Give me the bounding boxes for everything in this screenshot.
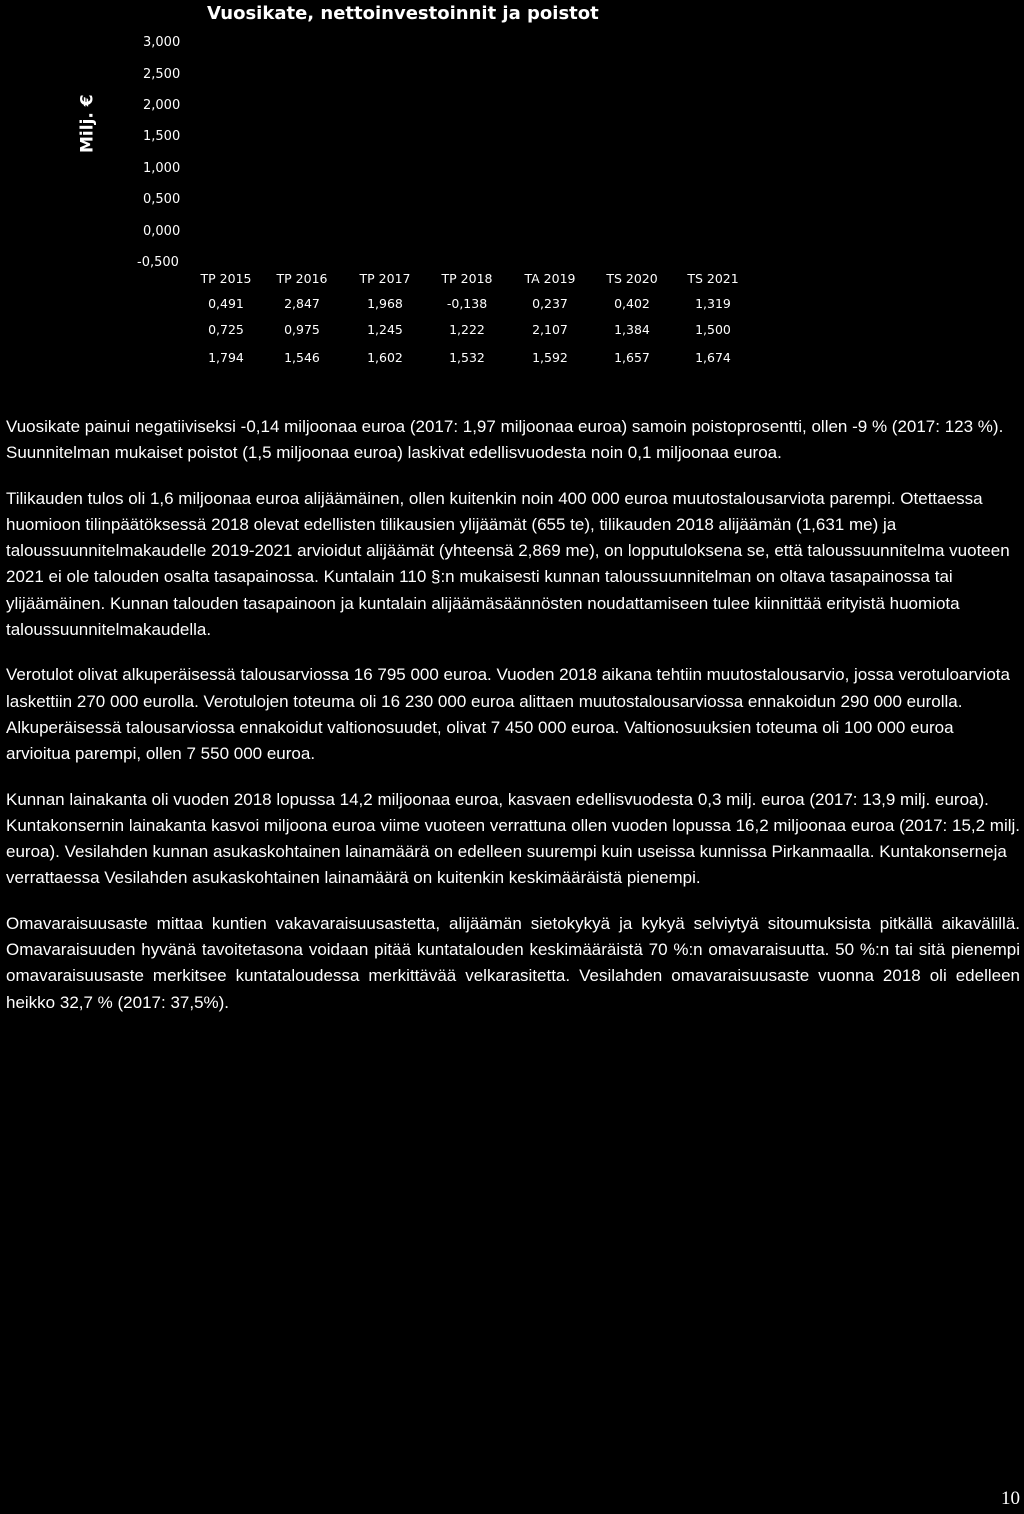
y-tick-label: 1,500 xyxy=(143,129,181,144)
data-label: 1,968 xyxy=(367,296,403,311)
data-label: 0,402 xyxy=(614,296,650,311)
paragraph-lainakanta: Kunnan lainakanta oli vuoden 2018 lopussa 14,2 miljoonaa euroa, kasvaen edellisvuodesta 0,3 milj. euroa (2017: 13,9 milj. euroa). Kuntakonsernin lainakanta kasvoi miljoona euroa viime vuoteen verrattuna ollen vuoden lopussa 16,2 miljoonaa euroa (2017: 15,2 milj. euroa). Vesilahden kunnan asukaskohtainen lainamäärä on edelleen suurempi kuin useissa kunnissa Pirkanmaalla. Kuntakonserneja verrattaessa Vesilahden asukaskohtainen lainamäärä on kuitenkin keskimääräistä pienempi. xyxy=(6,789,1021,888)
data-label: 1,532 xyxy=(449,350,485,365)
data-label: 1,794 xyxy=(208,350,244,365)
data-label: 1,602 xyxy=(367,350,403,365)
data-label: 2,107 xyxy=(532,322,568,337)
y-tick-label: -0,500 xyxy=(137,255,179,270)
data-label: 1,674 xyxy=(695,350,731,365)
y-tick-label: 0,500 xyxy=(143,192,181,207)
y-tick-label: 1,000 xyxy=(143,161,181,176)
data-label: 1,657 xyxy=(614,350,650,365)
paragraph-verotulot: Verotulot olivat alkuperäisessä talousarviossa 16 795 000 euroa. Vuoden 2018 aikana tehtiin muutostalousarvio, jossa verotuloarviota laskettiin 270 000 eurolla. Verotulojen toteuma oli 16 230 000 euroa alittaen muutostalousarviossa ennakoidun 290 000 eurolla. Alkuperäisessä talousarviossa ennakoidut valtionosuudet, olivat 7 450 000 euroa. Valtionosuuksien toteuma oli 100 000 euroa arvioitua parempi, ollen 7 550 000 euroa. xyxy=(6,665,1010,764)
data-label: 0,491 xyxy=(208,296,244,311)
y-axis-label: Milj. € xyxy=(77,94,98,153)
paragraph-vuosikate: Vuosikate painui negatiiviseksi -0,14 miljoonaa euroa (2017: 1,97 miljoonaa euroa) samoin poistoprosentti, ollen -9 % (2017: 123 %). Suunnitelman mukaiset poistot (1,5 miljoonaa euroa) laskivat edellisvuodesta noin 0,1 miljoonaa euroa. xyxy=(6,417,1004,463)
column-header: TP 2016 xyxy=(276,271,328,286)
y-tick-label: 3,000 xyxy=(143,35,181,50)
column-header: TS 2021 xyxy=(687,271,739,286)
column-header: TS 2020 xyxy=(606,271,658,286)
data-label: -0,138 xyxy=(446,296,488,311)
paragraph-omavaraisuusaste: Omavaraisuusaste mittaa kuntien vakavaraisuusastetta, alijäämän sietokykyä ja kykyä selviytyä sitoumuksista pitkällä aikavälillä. Omavaraisuuden hyvänä tavoitetasona voidaan pitää kuntatalouden keskimääräistä 70 %:n omavaraisuutta. 50 %:n tai sitä pienempi omavaraisuusaste merkitsee kuntataloudessa merkittävää velkarasitetta. Vesilahden omavaraisuusaste vuonna 2018 oli edelleen heikko 32,7 % (2017: 37,5%). xyxy=(6,913,1020,1012)
chart-title: Vuosikate, nettoinvestoinnit ja poistot xyxy=(207,3,599,24)
data-label: 1,222 xyxy=(449,322,485,337)
body-text xyxy=(6,414,1020,1035)
column-header: TP 2017 xyxy=(359,271,411,286)
data-label: 1,384 xyxy=(614,322,650,337)
y-tick-label: 2,000 xyxy=(143,98,181,113)
y-tick-label: 2,500 xyxy=(143,67,181,82)
data-label: 1,500 xyxy=(695,322,731,337)
data-label: 1,245 xyxy=(367,322,403,337)
paragraph-tilikauden-tulos: Tilikauden tulos oli 1,6 miljoonaa euroa alijäämäinen, ollen kuitenkin noin 400 000 euroa muutostalousarviota parempi. Otettaessa huomioon tilinpäätöksessä 2018 olevat edellisten tilikausien ylijäämät (655 te), tilikauden 2018 alijäämän (1,631 me) ja taloussuunnitelmakaudelle 2019-2021 arvioidut alijäämät (yhteensä 2,869 me), on lopputuloksena se, että taloussuunnitelma vuoteen 2021 ei ole talouden osalta tasapainossa. Kuntalain 110 §:n mukaisesti kunnan taloussuunnitelman on oltava tasapainossa tai ylijäämäinen. Kunnan talouden tasapainoon ja kuntalain alijäämäsäännösten noudattamiseen tulee kiinnittää erityistä huomiota taloussuunnitelmakaudella. xyxy=(6,488,1010,640)
page-number: 10 xyxy=(1001,1488,1020,1509)
data-label: 1,546 xyxy=(284,350,320,365)
data-label: 1,592 xyxy=(532,350,568,365)
data-label: 0,725 xyxy=(208,322,244,337)
data-label: 2,847 xyxy=(284,296,320,311)
column-header: TP 2018 xyxy=(441,271,493,286)
data-label: 0,975 xyxy=(284,322,320,337)
column-header: TP 2015 xyxy=(200,271,252,286)
y-tick-label: 0,000 xyxy=(143,224,181,239)
data-label: 1,319 xyxy=(695,296,731,311)
column-header: TA 2019 xyxy=(524,271,576,286)
data-label: 0,237 xyxy=(532,296,568,311)
